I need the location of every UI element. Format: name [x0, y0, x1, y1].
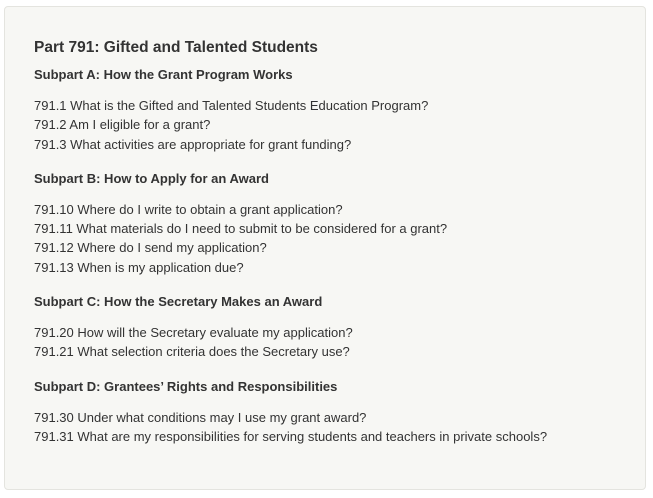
section-link[interactable]: 791.31 What are my responsibilities for serving students and teachers in private schools? [34, 428, 548, 444]
section-link[interactable]: 791.12 Where do I send my application? [34, 240, 267, 256]
subpart-heading: Subpart C: How the Secretary Makes an Award [34, 294, 323, 310]
table-of-contents [4, 6, 646, 490]
section-link[interactable]: 791.2 Am I eligible for a grant? [34, 117, 211, 133]
section-list [34, 323, 645, 362]
subpart-heading: Subpart A: How the Grant Program Works [34, 67, 293, 82]
section-link[interactable]: 791.11 What materials do I need to submit to be considered for a grant? [34, 221, 448, 237]
subpart-b [34, 170, 645, 277]
section-list [34, 96, 645, 154]
section-link[interactable]: 791.13 When is my application due? [34, 259, 244, 275]
section-list [34, 408, 645, 447]
subpart-heading: Subpart B: How to Apply for an Award [34, 170, 269, 186]
section-link[interactable]: 791.1 What is the Gifted and Talented Students Education Program? [34, 98, 429, 113]
part-title: Part 791: Gifted and Talented Students [34, 39, 318, 56]
subpart-d [34, 378, 645, 447]
subpart-heading: Subpart D: Grantees’ Rights and Responsibilities [34, 378, 338, 394]
section-link[interactable]: 791.30 Under what conditions may I use my grant award? [34, 409, 367, 425]
section-link[interactable]: 791.20 How will the Secretary evaluate my application? [34, 325, 353, 341]
subpart-c [34, 293, 645, 362]
section-link[interactable]: 791.21 What selection criteria does the Secretary use? [34, 344, 350, 360]
subpart-a [34, 66, 645, 154]
section-link[interactable]: 791.10 Where do I write to obtain a grant application? [34, 201, 343, 217]
section-link[interactable]: 791.3 What activities are appropriate for grant funding? [34, 136, 352, 152]
section-list [34, 200, 645, 277]
